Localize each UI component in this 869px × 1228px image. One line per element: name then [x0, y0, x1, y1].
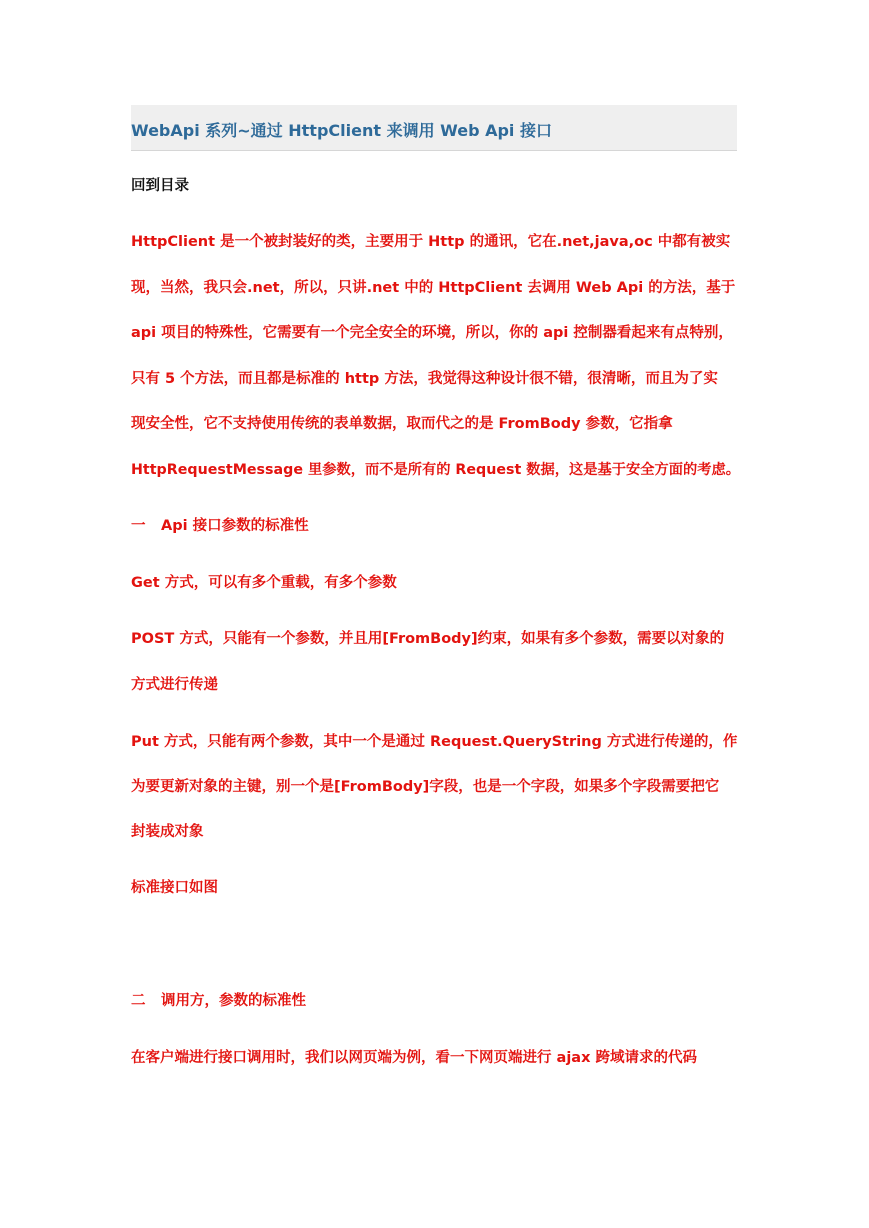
- intro-line: HttpRequestMessage 里参数，而不是所有的 Request 数据，这是基于安全方面的考虑。: [131, 462, 741, 478]
- section-2-body: 在客户端进行接口调用时，我们以网页端为例，看一下网页端进行 ajax 跨域请求的代码: [131, 1050, 697, 1066]
- section-1-title: Api 接口参数的标准性: [161, 518, 309, 534]
- put-rule-line: 为要更新对象的主键，别一个是[FromBody]字段，也是一个字段，如果多个字段需要把它: [131, 779, 720, 795]
- intro-line: api 项目的特殊性，它需要有一个完全安全的环境，所以，你的 api 控制器看起来有点特别，: [131, 325, 733, 341]
- article-title: WebApi 系列~通过 HttpClient 来调用 Web Api 接口: [131, 121, 552, 140]
- post-rule-line: 方式进行传递: [131, 677, 218, 693]
- figure-label: 标准接口如图: [131, 880, 218, 896]
- post-rule-line: POST 方式，只能有一个参数，并且用[FromBody]约束，如果有多个参数，需要以对象的: [131, 631, 725, 647]
- back-to-toc-link[interactable]: 回到目录: [131, 178, 189, 194]
- intro-line: 现，当然，我只会.net，所以，只讲.net 中的 HttpClient 去调用 Web Api 的方法，基于: [131, 280, 736, 296]
- article-title-bar: [131, 105, 737, 151]
- section-2-heading: [131, 991, 306, 1011]
- get-method-rule: Get 方式，可以有多个重载，有多个参数: [131, 575, 397, 591]
- section-2-number: 二: [131, 993, 146, 1009]
- intro-line: 现安全性，它不支持使用传统的表单数据，取而代之的是 FromBody 参数，它指拿: [131, 416, 673, 432]
- section-2-title: 调用方，参数的标准性: [161, 993, 306, 1009]
- put-rule-line: 封装成对象: [131, 824, 204, 840]
- section-1-number: 一: [131, 518, 146, 534]
- section-1-heading: [131, 516, 309, 536]
- intro-line: HttpClient 是一个被封装好的类，主要用于 Http 的通讯，它在.net,java,oc 中都有被实: [131, 234, 731, 250]
- put-rule-line: Put 方式，只能有两个参数，其中一个是通过 Request.QueryString 方式进行传递的，作: [131, 734, 738, 750]
- intro-line: 只有 5 个方法，而且都是标准的 http 方法，我觉得这种设计很不错，很清晰，而且为了实: [131, 371, 718, 387]
